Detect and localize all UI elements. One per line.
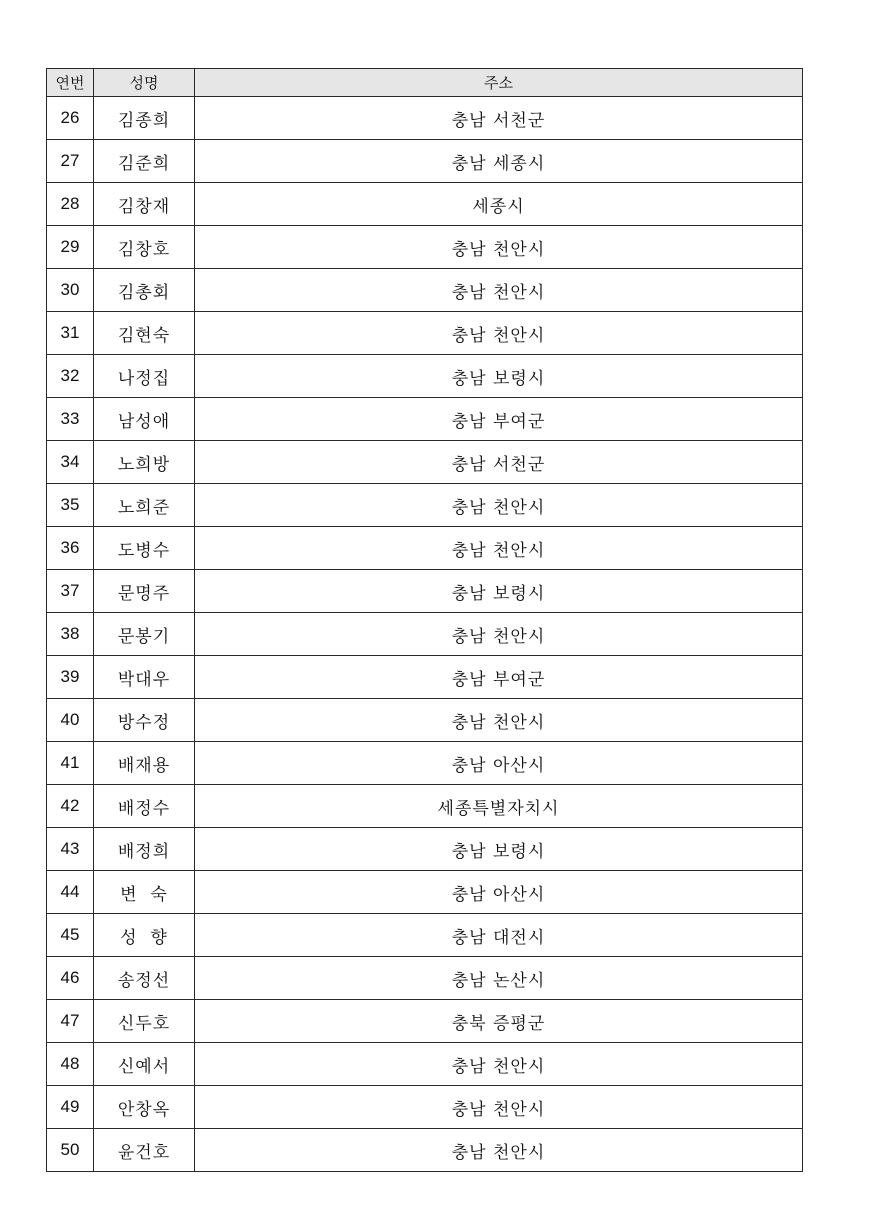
row-address: 충남 천안시	[195, 312, 803, 355]
row-number: 42	[47, 785, 94, 828]
row-name: 안창옥	[94, 1086, 195, 1129]
row-address: 충남 천안시	[195, 699, 803, 742]
row-number: 40	[47, 699, 94, 742]
row-name: 성 향	[94, 914, 195, 957]
row-name: 노희방	[94, 441, 195, 484]
row-name: 윤건호	[94, 1129, 195, 1172]
row-address: 충남 서천군	[195, 441, 803, 484]
row-name: 김준희	[94, 140, 195, 183]
row-address: 충남 보령시	[195, 570, 803, 613]
table-row	[47, 226, 803, 269]
table-row	[47, 269, 803, 312]
row-number: 27	[47, 140, 94, 183]
table-header-row	[47, 69, 803, 97]
table-row	[47, 1043, 803, 1086]
row-number: 48	[47, 1043, 94, 1086]
row-number: 34	[47, 441, 94, 484]
row-number: 29	[47, 226, 94, 269]
row-name: 배정수	[94, 785, 195, 828]
row-name: 송정선	[94, 957, 195, 1000]
row-name: 김창재	[94, 183, 195, 226]
table-row	[47, 613, 803, 656]
row-number: 41	[47, 742, 94, 785]
row-address: 충남 부여군	[195, 398, 803, 441]
table-row	[47, 1086, 803, 1129]
row-name: 김현숙	[94, 312, 195, 355]
table-row	[47, 570, 803, 613]
row-address: 충남 천안시	[195, 1043, 803, 1086]
row-name: 노희준	[94, 484, 195, 527]
row-number: 30	[47, 269, 94, 312]
row-name: 문봉기	[94, 613, 195, 656]
row-address: 충남 아산시	[195, 742, 803, 785]
row-address: 충남 천안시	[195, 1086, 803, 1129]
row-address: 충남 천안시	[195, 226, 803, 269]
table-row	[47, 742, 803, 785]
row-address: 충남 논산시	[195, 957, 803, 1000]
row-address: 충남 대전시	[195, 914, 803, 957]
row-number: 36	[47, 527, 94, 570]
table-row	[47, 914, 803, 957]
row-address: 충남 세종시	[195, 140, 803, 183]
row-name: 도병수	[94, 527, 195, 570]
row-number: 33	[47, 398, 94, 441]
table-row	[47, 183, 803, 226]
table-row	[47, 1000, 803, 1043]
row-number: 31	[47, 312, 94, 355]
table-row	[47, 785, 803, 828]
row-number: 28	[47, 183, 94, 226]
row-number: 47	[47, 1000, 94, 1043]
row-address: 충남 천안시	[195, 527, 803, 570]
row-address: 충남 보령시	[195, 355, 803, 398]
row-address: 충북 증평군	[195, 1000, 803, 1043]
table-row	[47, 527, 803, 570]
row-name: 신두호	[94, 1000, 195, 1043]
row-name: 김창호	[94, 226, 195, 269]
roster-table	[46, 68, 803, 1172]
row-number: 32	[47, 355, 94, 398]
row-name: 변 숙	[94, 871, 195, 914]
header-name: 성명	[94, 69, 195, 97]
row-number: 45	[47, 914, 94, 957]
row-address: 세종특별자치시	[195, 785, 803, 828]
row-name: 김총회	[94, 269, 195, 312]
table-row	[47, 441, 803, 484]
row-address: 충남 보령시	[195, 828, 803, 871]
header-address: 주소	[195, 69, 803, 97]
table-row	[47, 140, 803, 183]
table-row	[47, 699, 803, 742]
row-address: 충남 천안시	[195, 613, 803, 656]
row-name: 남성애	[94, 398, 195, 441]
row-name: 배정희	[94, 828, 195, 871]
table-body	[47, 97, 803, 1172]
row-name: 나정집	[94, 355, 195, 398]
table-row	[47, 398, 803, 441]
row-address: 충남 천안시	[195, 269, 803, 312]
row-address: 충남 부여군	[195, 656, 803, 699]
row-address: 세종시	[195, 183, 803, 226]
header-number: 연번	[47, 69, 94, 97]
row-address: 충남 천안시	[195, 1129, 803, 1172]
row-number: 49	[47, 1086, 94, 1129]
row-number: 46	[47, 957, 94, 1000]
table-row	[47, 656, 803, 699]
row-number: 39	[47, 656, 94, 699]
table-row	[47, 484, 803, 527]
row-name: 문명주	[94, 570, 195, 613]
row-address: 충남 서천군	[195, 97, 803, 140]
row-number: 35	[47, 484, 94, 527]
row-number: 26	[47, 97, 94, 140]
row-name: 배재용	[94, 742, 195, 785]
table-row	[47, 871, 803, 914]
row-name: 방수정	[94, 699, 195, 742]
table-row	[47, 97, 803, 140]
row-name: 신예서	[94, 1043, 195, 1086]
table-row	[47, 828, 803, 871]
table-row	[47, 957, 803, 1000]
table-row	[47, 1129, 803, 1172]
row-number: 44	[47, 871, 94, 914]
table-row	[47, 355, 803, 398]
row-number: 50	[47, 1129, 94, 1172]
row-number: 43	[47, 828, 94, 871]
row-number: 38	[47, 613, 94, 656]
row-address: 충남 아산시	[195, 871, 803, 914]
table-row	[47, 312, 803, 355]
row-number: 37	[47, 570, 94, 613]
row-name: 박대우	[94, 656, 195, 699]
row-address: 충남 천안시	[195, 484, 803, 527]
row-name: 김종희	[94, 97, 195, 140]
